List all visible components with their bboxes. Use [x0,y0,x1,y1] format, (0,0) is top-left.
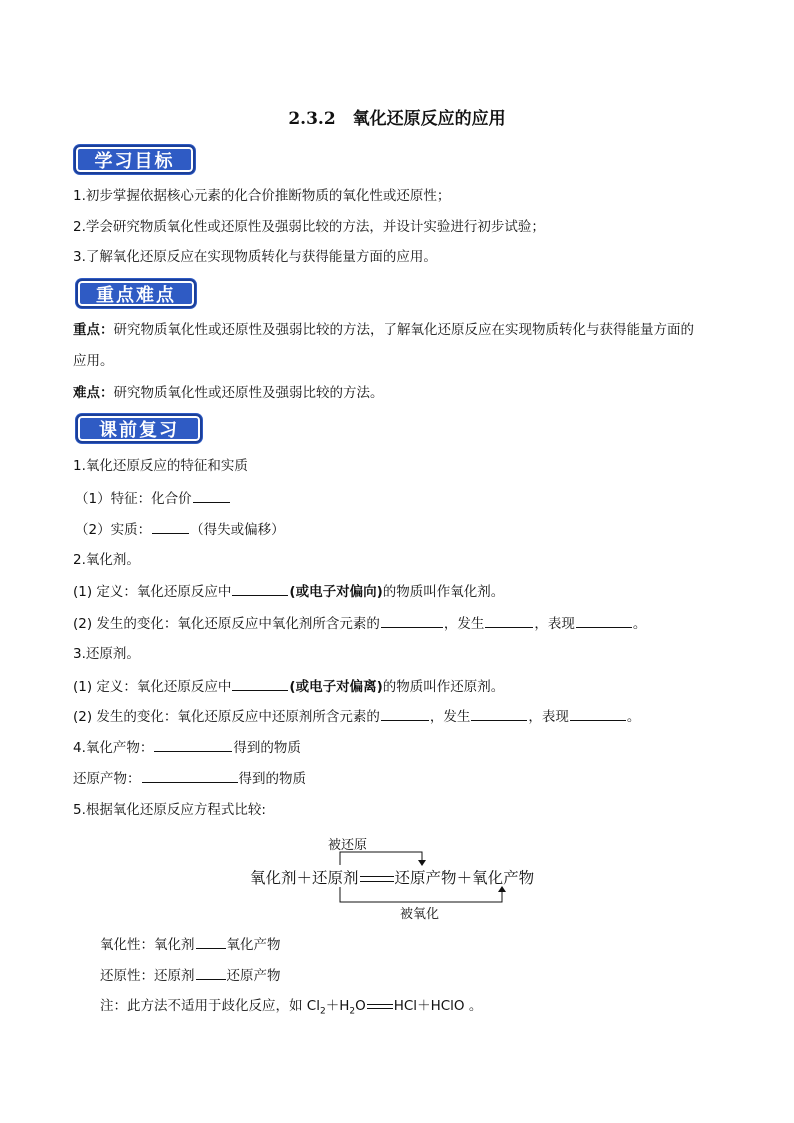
answer-blank[interactable] [485,614,533,628]
review-q3-b-pre: (2) 发生的变化：氧化还原反应中还原剂所含元素的 [73,709,380,725]
review-q4-a [73,738,301,757]
compare-note [100,997,482,1021]
review-q2-b-mid1: ，发生 [443,616,485,632]
goal-item: 3.了解氧化还原反应在实现物质转化与获得能量方面的应用。 [73,249,437,265]
answer-blank[interactable] [196,935,226,949]
review-q4-b-post: 得到的物质 [238,771,306,787]
equals-sign [367,1004,393,1009]
oxidation-product-label: 氧化产物 [472,869,535,887]
section-badge-key [76,279,196,308]
review-q2: 2.氧化剂。 [73,552,140,568]
review-q2-a-post: 的物质叫作氧化剂。 [382,584,505,600]
answer-blank[interactable] [232,677,288,691]
focus-text: 研究物质氧化性或还原性及强弱比较的方法，了解氧化还原反应在实现物质转化与获得能量方面的 [113,322,694,338]
review-q3-b-end: 。 [626,709,641,725]
note-plus: ＋H [325,998,350,1014]
review-q3-a-bold: (或电子对偏离) [289,679,383,695]
answer-blank[interactable] [381,707,429,721]
answer-blank[interactable] [196,966,226,980]
page-title: 2.3.2 氧化还原反应的应用 [288,109,506,129]
compare-reducing-post: 还原产物 [226,968,281,984]
review-q3-a-pre: (1) 定义：氧化还原反应中 [73,679,232,695]
compare-oxidizing [100,935,281,954]
review-q1: 1.氧化还原反应的特征和实质 [73,458,248,474]
review-q2-b [73,614,646,633]
review-q2-a-pre: (1) 定义：氧化还原反应中 [73,584,232,600]
reductant-label: 还原剂 [312,869,359,887]
note-end: 。 [468,998,483,1014]
oxidized-arrow-line [340,887,502,902]
difficulty-text: 研究物质氧化性或还原性及强弱比较的方法。 [113,385,384,401]
review-q5: 5.根据氧化还原反应方程式比较: [73,802,266,818]
goal-item: 1.初步掌握依据核心元素的化合价推断物质的氧化性或还原性； [73,188,451,204]
oxidized-label: 被氧化 [400,907,440,922]
section-badge-goals-label: 学习目标 [94,150,175,172]
section-badge-goals [74,145,195,174]
review-q1-b [75,520,285,539]
redox-diagram [250,832,550,922]
review-q1-b-post: （得失或偏移） [190,522,285,538]
note-products: HCl＋HClO [393,998,465,1014]
review-q2-b-end: 。 [632,616,647,632]
review-q1-a-text: （1）特征：化合价 [75,491,192,507]
plus-sign: ＋ [296,869,313,887]
reduced-arrow-line [340,852,422,865]
review-q2-b-pre: (2) 发生的变化：氧化还原反应中氧化剂所含元素的 [73,616,380,632]
review-q3-a-post: 的物质叫作还原剂。 [382,679,505,695]
review-q4-b [73,769,306,788]
plus-sign: ＋ [456,869,473,887]
section-badge-review-label: 课前复习 [99,419,179,441]
review-q2-a-bold: (或电子对偏向) [289,584,383,600]
compare-oxidizing-post: 氧化产物 [226,937,281,953]
focus-line-cont: 应用。 [73,353,114,369]
answer-blank[interactable] [193,489,230,503]
review-q3-b-mid2: ，表现 [528,709,569,725]
section-badge-key-label: 重点难点 [96,284,176,306]
answer-blank[interactable] [471,707,527,721]
review-q4-a-pre: 4.氧化产物： [73,740,154,756]
note-sub: 2 [349,1006,356,1017]
section-badge-review [76,414,202,443]
note-pre: 注：此方法不适用于歧化反应，如 Cl [100,998,320,1014]
review-q1-b-pre: （2）实质： [75,522,152,538]
answer-blank[interactable] [154,738,232,752]
answer-blank[interactable] [576,614,632,628]
goal-item: 2.学会研究物质氧化性或还原性及强弱比较的方法，并设计实验进行初步试验； [73,219,545,235]
difficulty-label: 难点： [73,385,114,401]
answer-blank[interactable] [381,614,443,628]
review-q4-a-post: 得到的物质 [233,740,301,756]
redox-equation [250,866,534,888]
review-q2-a [73,582,504,601]
equals-sign [360,876,394,882]
note-sub: 2 [319,1006,326,1017]
compare-reducing [100,966,281,985]
focus-line [73,321,694,339]
review-q2-b-mid2: ，表现 [534,616,575,632]
review-q1-a [75,489,231,508]
answer-blank[interactable] [570,707,626,721]
note-o: O [355,998,366,1014]
oxidant-label: 氧化剂 [250,869,297,887]
review-q3-a [73,677,504,696]
difficulty-line [73,384,384,402]
compare-reducing-pre: 还原性：还原剂 [100,968,195,984]
answer-blank[interactable] [152,520,189,534]
review-q4-b-pre: 还原产物： [73,771,141,787]
answer-blank[interactable] [142,769,238,783]
compare-oxidizing-pre: 氧化性：氧化剂 [100,937,195,953]
focus-label: 重点： [73,322,114,338]
review-q3: 3.还原剂。 [73,646,140,662]
review-q3-b-mid1: ，发生 [429,709,471,725]
answer-blank[interactable] [232,582,288,596]
reduced-label: 被还原 [328,838,368,853]
review-q3-b [73,707,640,726]
reduction-product-label: 还原产物 [394,869,457,887]
